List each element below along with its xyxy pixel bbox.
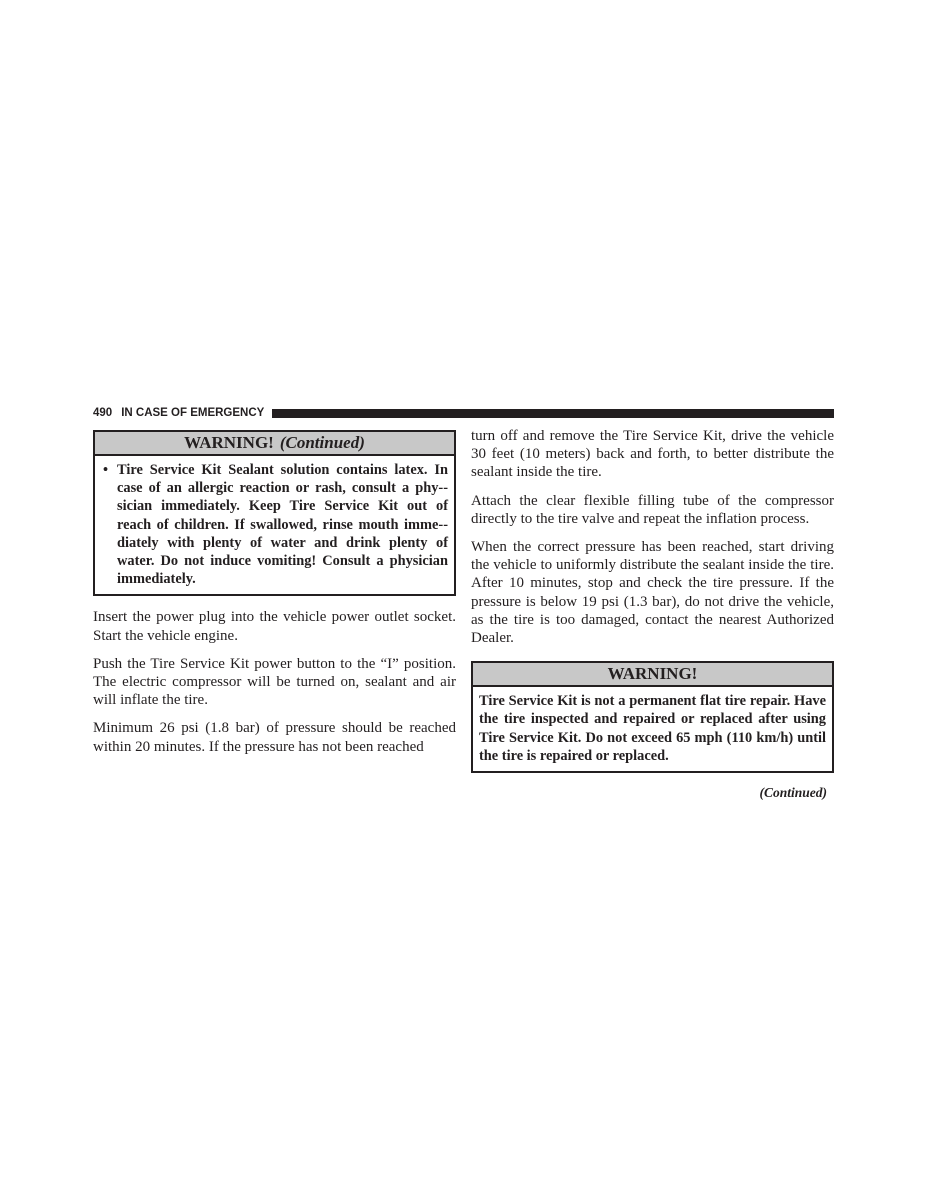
paragraph-minimum-pressure: Minimum 26 psi (1.8 bar) of pressure should be reached within 20 minutes. If the pressure has not been reached [93, 720, 456, 755]
paragraph-turn-off: turn off and remove the Tire Service Kit, drive the vehicle 30 feet (10 meters) back and forth, to better distribute the sealant inside the tire. [471, 428, 834, 481]
left-column [93, 430, 456, 766]
right-column [471, 427, 834, 801]
warning-body [95, 456, 454, 594]
warning-text: Tire Service Kit is not a permanent flat tire repair. Have the tire inspected and repaired or replaced after using Tire Service Kit. Do not exceed 65 mph (110 km/h) until the tire is repaired or replaced. [479, 693, 826, 764]
paragraph-attach-tube: Attach the clear flexible filling tube of the compressor directly to the tire valve and repeat the inflation process. [471, 492, 834, 527]
warning-title: WARNING! [607, 664, 698, 684]
paragraph-correct-pressure: When the correct pressure has been reached, start driving the vehicle to uniformly distribute the sealant inside the tire. After 10 minutes, stop and check the tire pressure. If the pressure is below 19 psi (1.3 bar), do not drive the vehicle, as the tire is too damaged, contact the nearest Authorized Dealer. [471, 539, 834, 647]
paragraph-insert-plug: Insert the power plug into the vehicle power outlet socket. Start the vehicle engine. [93, 609, 456, 644]
continued-label: (Continued) [759, 785, 827, 801]
page-header [93, 405, 834, 421]
warning-header [473, 663, 832, 687]
warning-box-continued [93, 430, 456, 596]
paragraph-power-button: Push the Tire Service Kit power button to the “I” position. The electric compressor will be turned on, sealant and air will inflate the tire. [93, 655, 456, 709]
page-number: 490 [93, 407, 113, 419]
warning-body [473, 687, 832, 771]
bullet-icon: • [103, 462, 109, 478]
warning-box [471, 661, 834, 773]
warning-header [95, 432, 454, 456]
header-rule [272, 409, 834, 418]
warning-continued-label: (Continued) [279, 433, 365, 452]
warning-bullet-text: Tire Service Kit Sealant solution contains latex. In case of an allergic reaction or rash, consult a phy-sician immediately. Keep Tire Service Kit out of reach of children. If swallowed, rinse mouth imme-diately with plenty of water and drink plenty of water. Do not induce vomiting! Consult a physician immediately. [117, 462, 448, 588]
warning-bullet-item [101, 461, 448, 588]
section-title: IN CASE OF EMERGENCY [121, 407, 265, 419]
warning-title: WARNING! [184, 433, 274, 452]
